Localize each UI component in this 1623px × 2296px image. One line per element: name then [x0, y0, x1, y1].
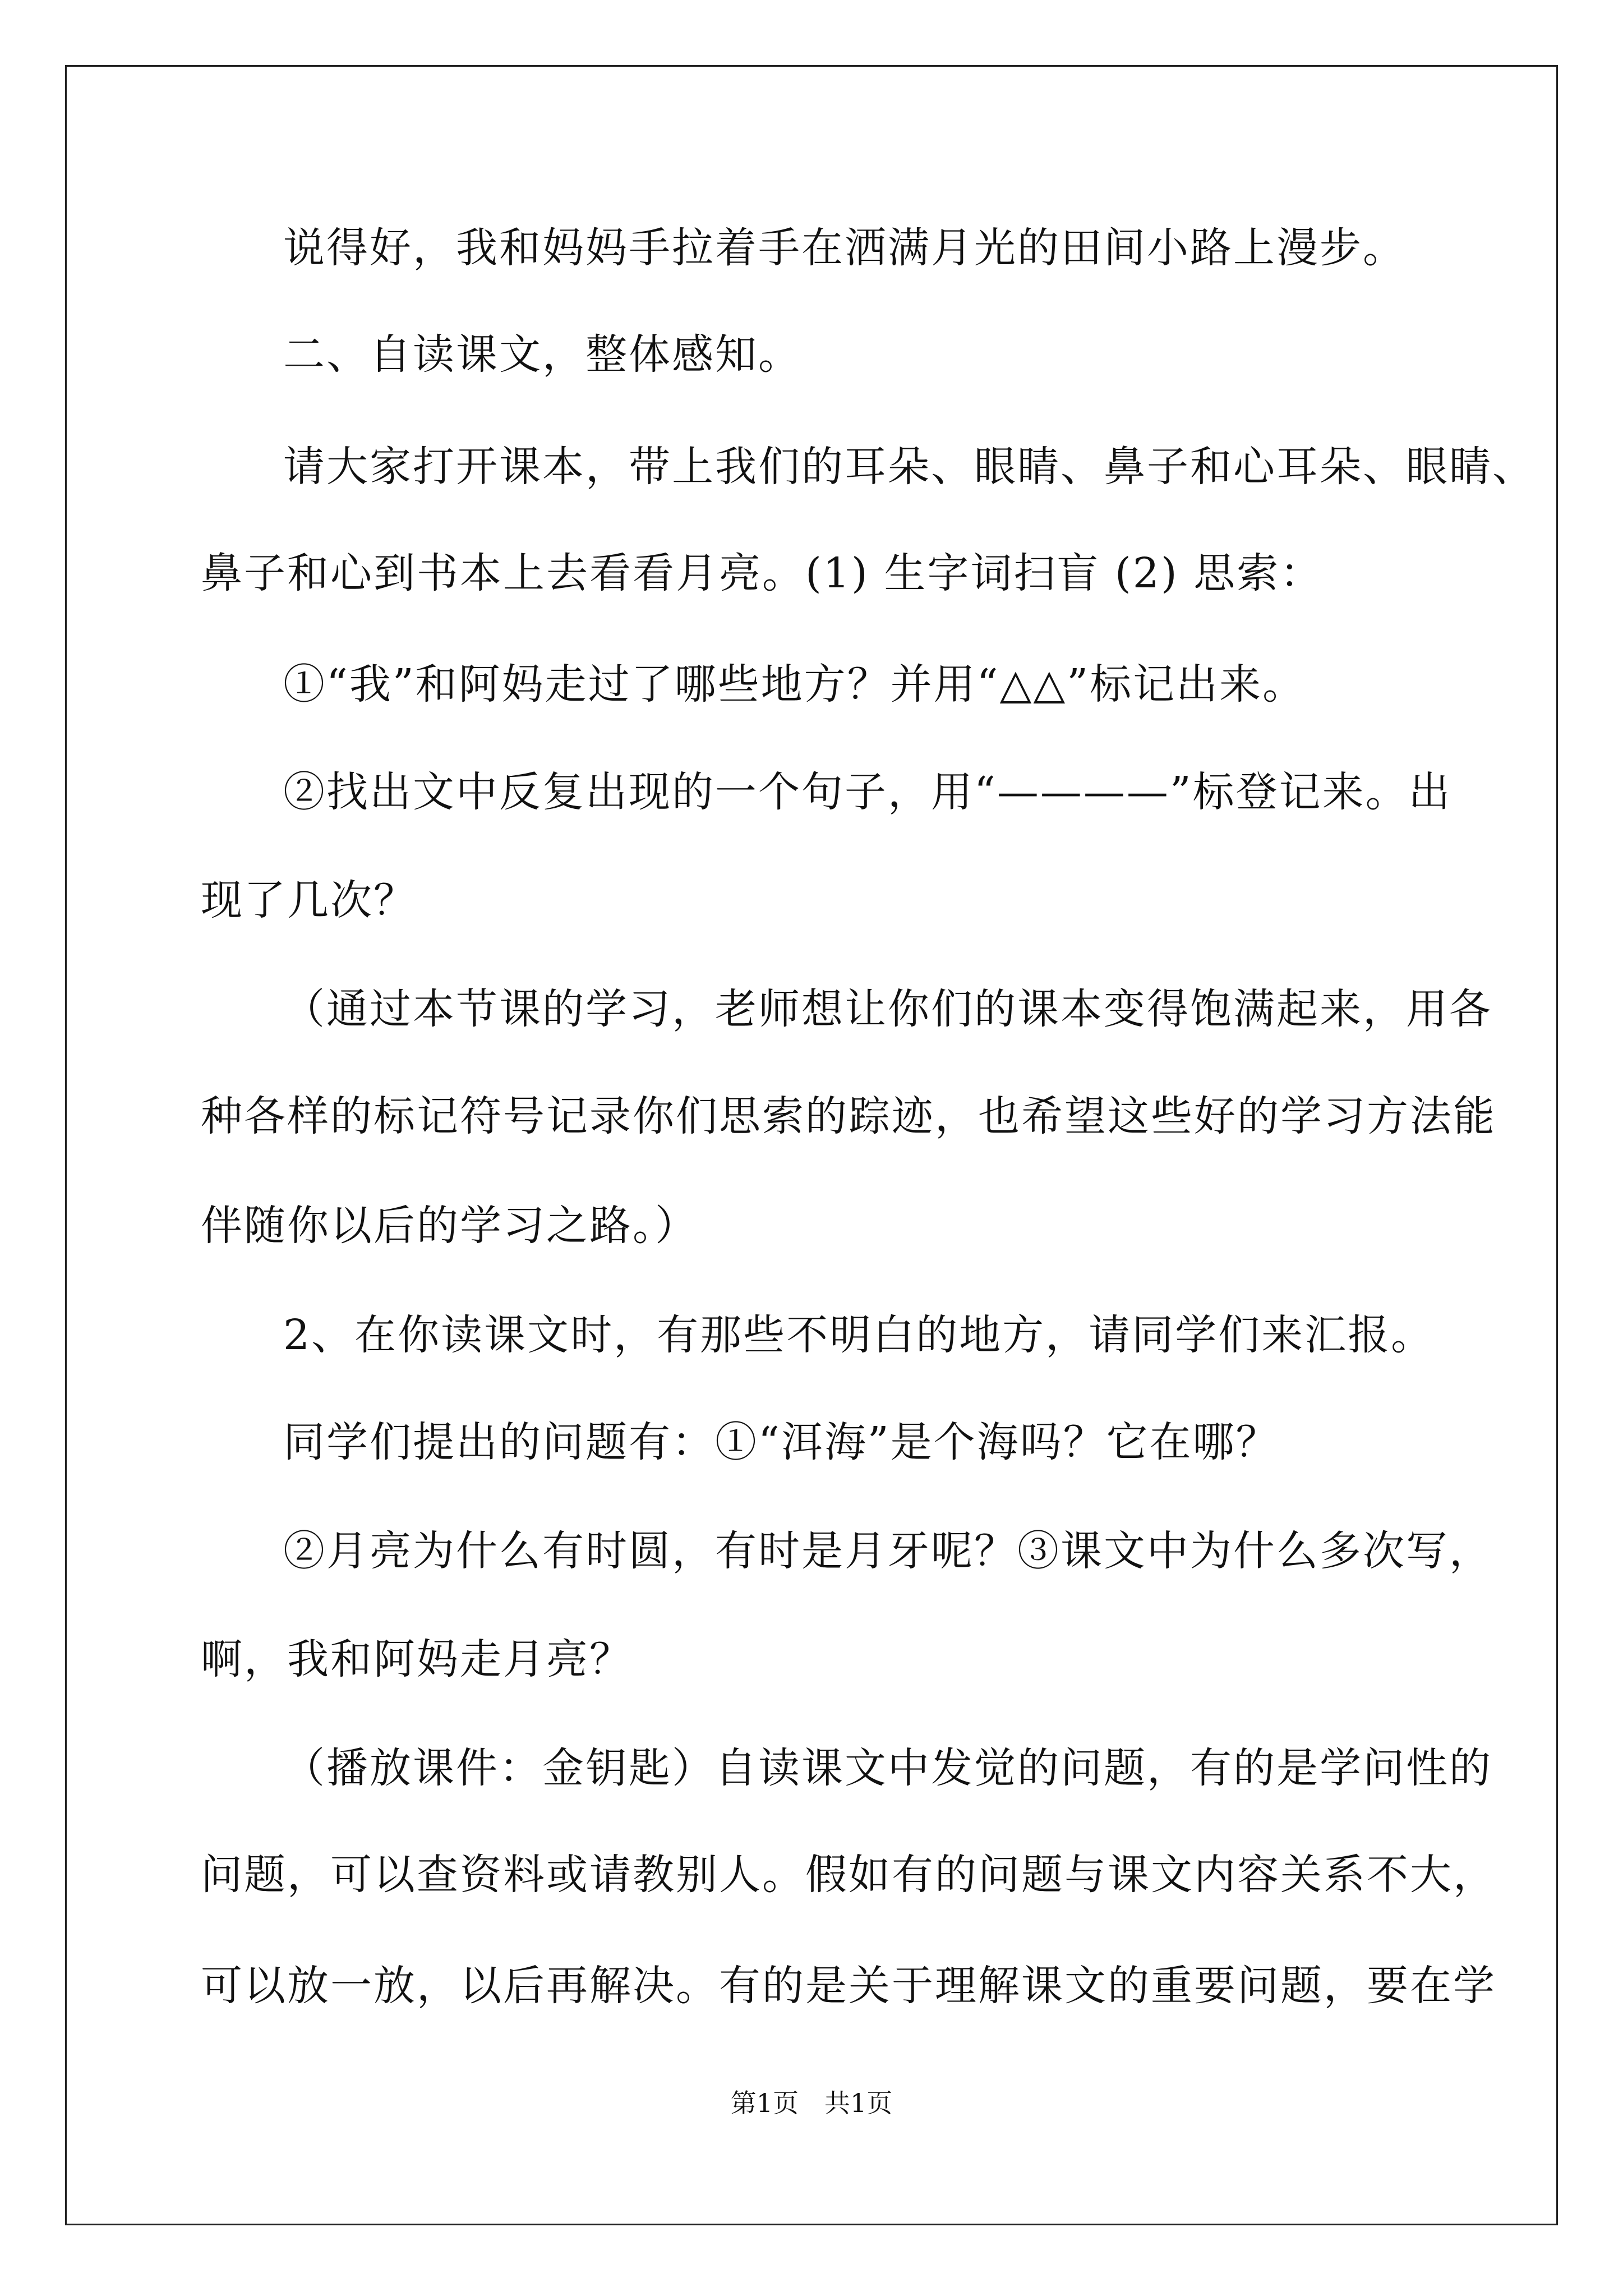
paragraph-line: 啊，我和阿妈走月亮？ [201, 1635, 633, 1683]
paragraph-line: 可以放一放，以后再解决。有的是关于理解课文的重要问题，要在学 [201, 1962, 1496, 2010]
paragraph-line: 说得好，我和妈妈手拉着手在洒满月光的田间小路上漫步。 [283, 224, 1406, 272]
paragraph-line: ②找出文中反复出现的一个句子，用“————”标登记来。出 [283, 768, 1452, 816]
paragraph-line: 2、在你读课文时，有那些不明白的地方，请同学们来汇报。 [283, 1311, 1435, 1359]
paragraph-line: 伴随你以后的学习之路。） [201, 1202, 698, 1250]
paragraph-line: 鼻子和心到书本上去看看月亮。(1) 生字词扫盲 (2) 思索： [201, 549, 1324, 597]
paragraph-line: ②月亮为什么有时圆，有时是月牙呢？③课文中为什么多次写， [283, 1527, 1492, 1575]
paragraph-line: 问题，可以查资料或请教别人。假如有的问题与课文内容关系不大， [201, 1851, 1496, 1899]
paragraph-line: （通过本节课的学习，老师想让你们的课本变得饱满起来，用各 [283, 985, 1492, 1033]
paragraph-line: （播放课件：金钥匙）自读课文中发觉的问题，有的是学问性的 [283, 1744, 1492, 1792]
paragraph-line: ①“我”和阿妈走过了哪些地方？并用“△△”标记出来。 [283, 660, 1306, 708]
paragraph-line: 种各样的标记符号记录你们思索的踪迹，也希望这些好的学习方法能 [201, 1092, 1496, 1140]
paragraph-line: 请大家打开课本，带上我们的耳朵、眼睛、鼻子和心耳朵、眼睛、 [283, 443, 1536, 491]
section-heading: 二、自读课文，整体感知。 [283, 330, 801, 379]
paragraph-line: 同学们提出的问题有：①“洱海”是个海吗？它在哪？ [283, 1418, 1279, 1466]
page-number-footer: 第1页 共1页 [730, 2088, 893, 2118]
paragraph-line: 现了几次？ [201, 876, 417, 924]
